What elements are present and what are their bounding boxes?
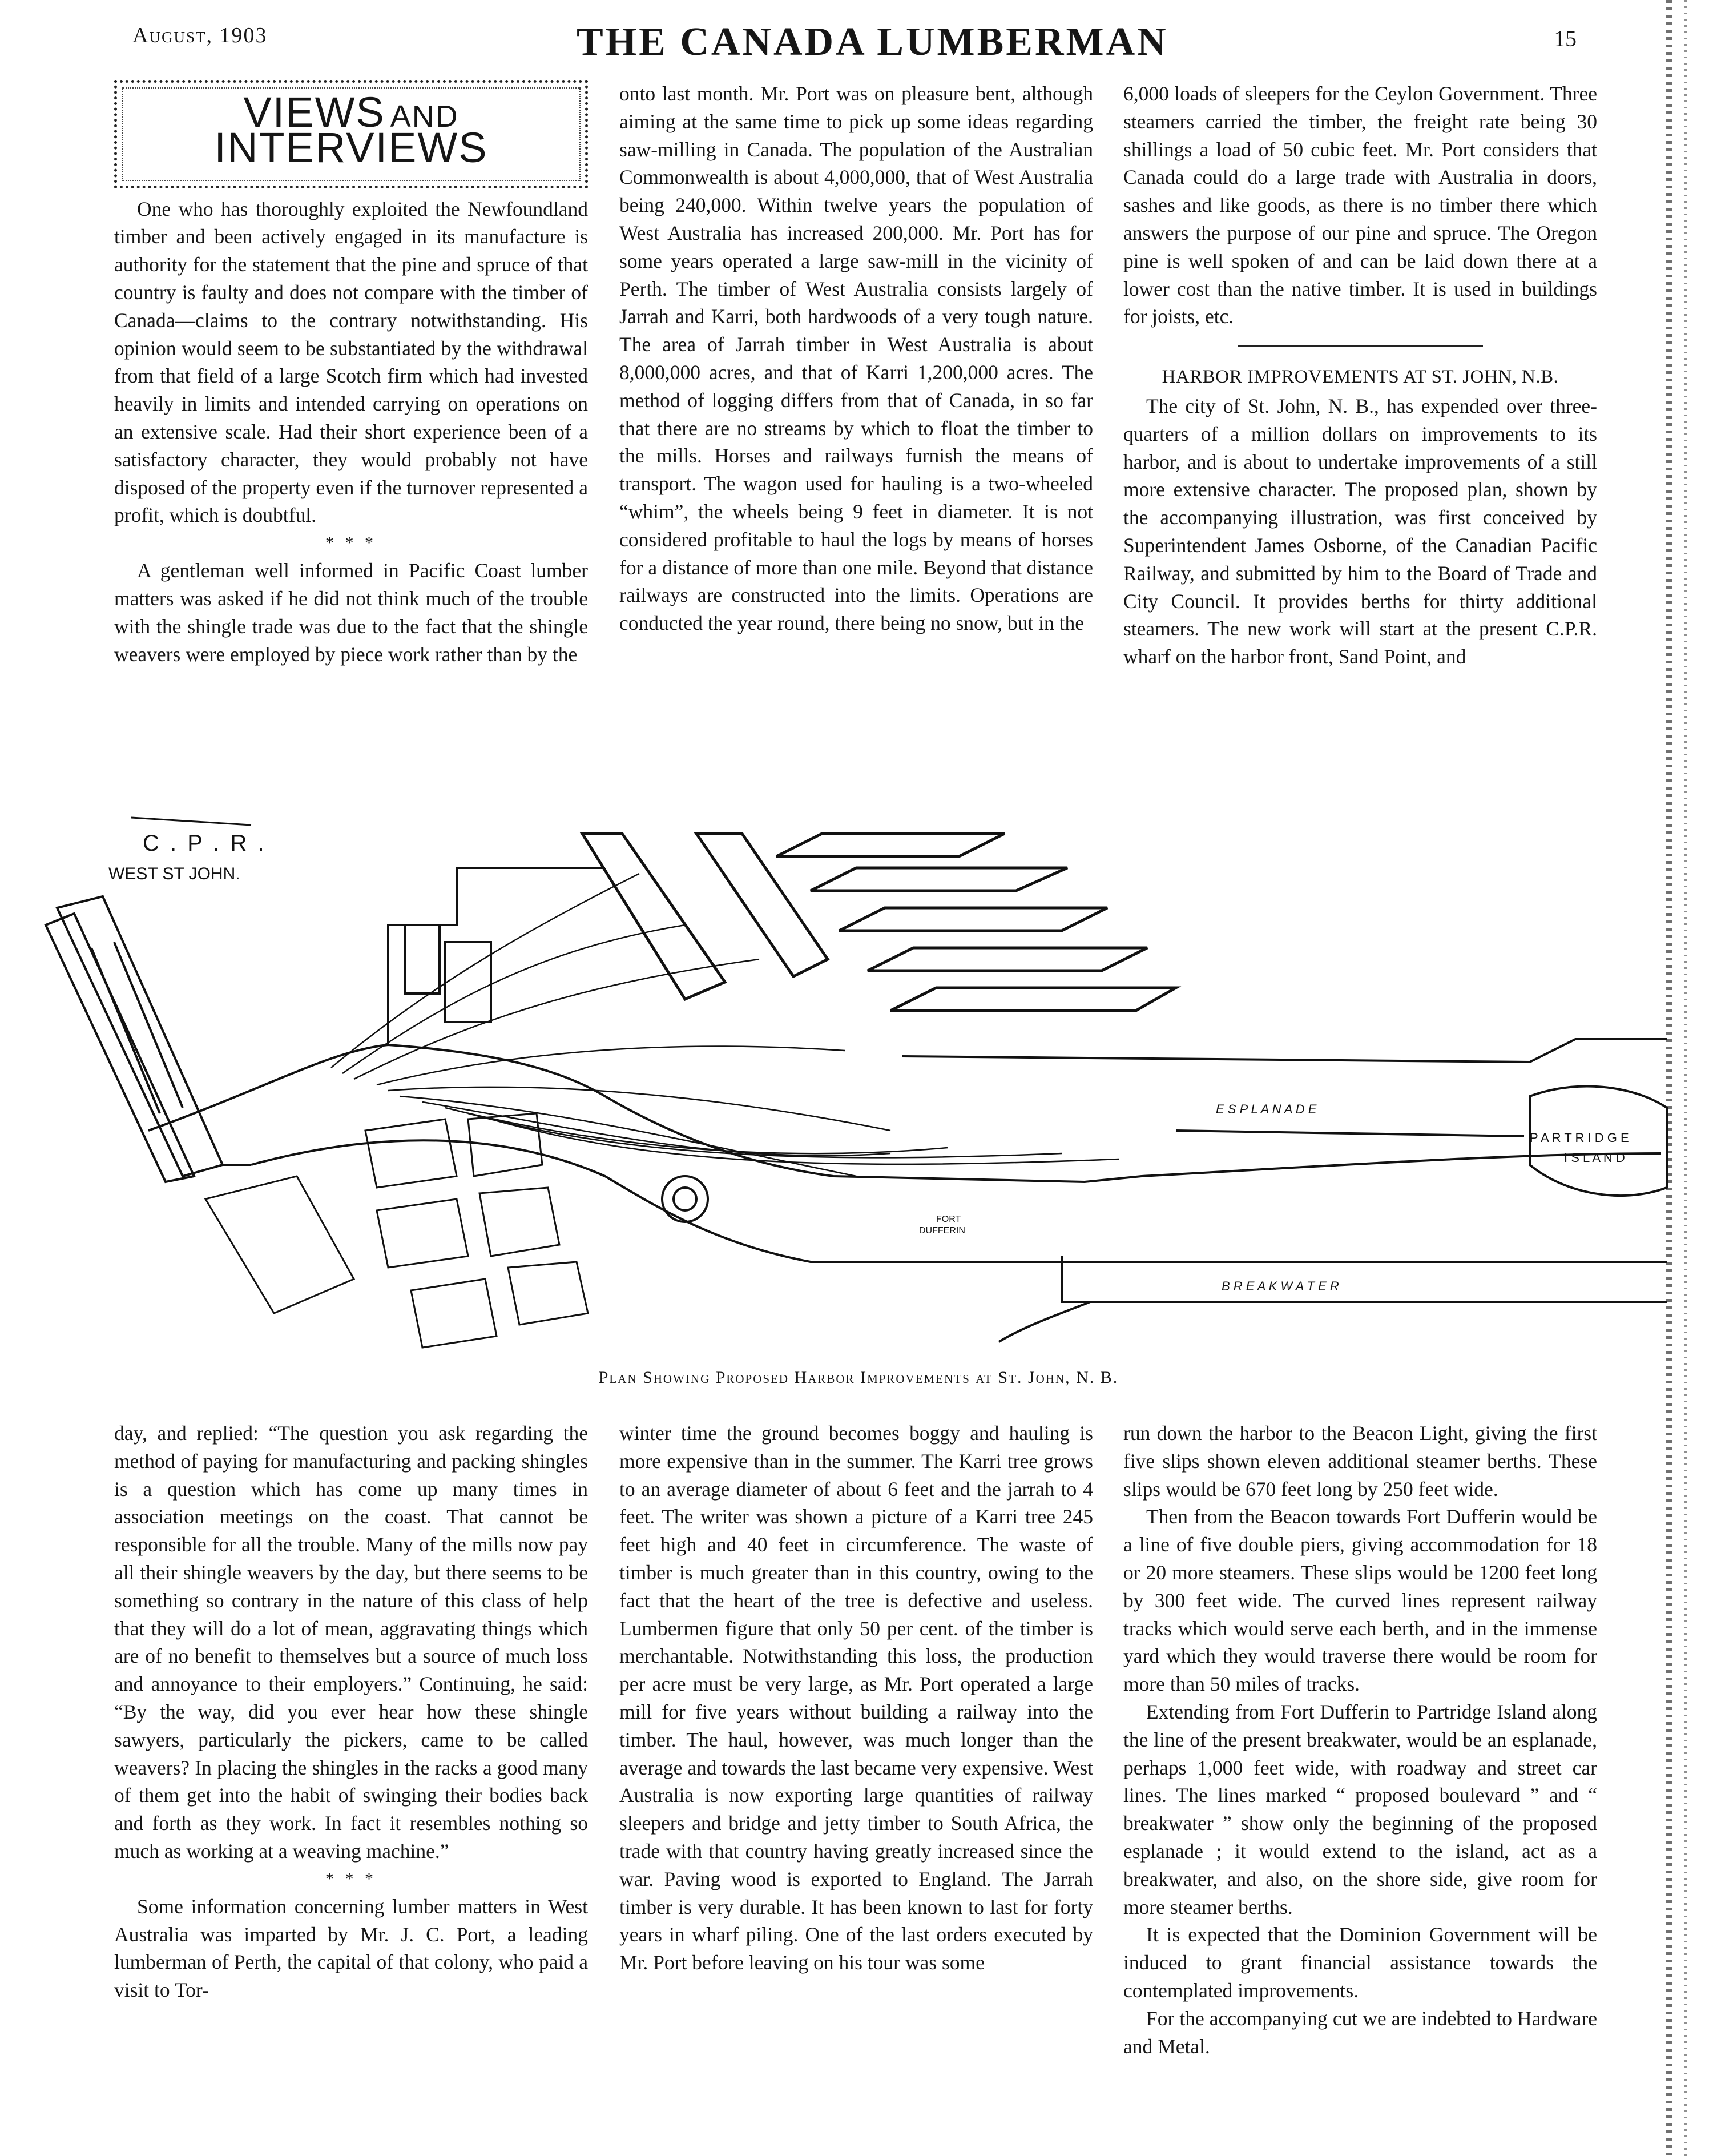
harbor-paragraph-start: The city of St. John, N. B., has expended over three-quarters of a million dollars on improvements to its harbor, and is about to undertake improvements of a still more extensive character. The proposed plan, shown by the accompanying illustration, was first conceived by Superintendent James Osborne, of the Canadian Pacific Railway, and submitted by him to the Board of Trade and City Council. It provides berths for thirty additional steamers. The new work will start at the present C.P.R. wharf on the harbor front, Sand Point, and: [1123, 394, 1597, 669]
column-2-top: [619, 80, 1093, 637]
australia-paragraph-mid: winter time the ground becomes boggy and hauling is more expensive than in the summer. The Karri tree grows to an average diameter of about 6 feet and the jarrah to 4 feet. The writer was shown a picture of a Karri tree 245 feet high and 40 feet in circumference. The waste of timber is much greater than in this country, owing to the fact that the heart of the tree is defective and useless. Lumbermen figure that only 50 per cent. of the timber is merchantable. Notwithstanding this loss, the production per acre must be very large, as Mr. Port operated a large mill for five years without building a railway into the timber. The haul, however, was much longer than the average and towards the last became very expensive. West Australia is now exporting large quantities of railway sleepers and bridge and jetty timber to South Africa, the trade with that country having greatly increased since the war. Paving wood is exported to England. The Jarrah timber is very durable. It has been known to last for forty years in wharf piling. One of the last orders executed by Mr. Port before leaving on his tour was some: [619, 1422, 1093, 1974]
page-number: 15: [1554, 26, 1577, 51]
heading-word-views: VIEWS: [243, 89, 385, 136]
plan-title: C . P . R .: [143, 831, 267, 856]
australia-paragraph-start: Some information concerning lumber matters in West Australia was imparted by Mr. J. C. Port, a leading lumberman of Perth, the capital of that colony, who paid a visit to Tor-: [114, 1894, 588, 2002]
esplanade-label: E S P L A N A D E: [1216, 1102, 1317, 1116]
issue-date: August, 1903: [132, 23, 268, 47]
column-3-top: [1123, 80, 1597, 671]
column-1-top: [114, 80, 588, 668]
section-separator: * * *: [325, 533, 377, 553]
column-2-bottom: [619, 1419, 1093, 1977]
plan-subtitle: WEST ST JOHN.: [108, 864, 240, 883]
section-rule: [1238, 345, 1483, 347]
views-interviews-heading: [114, 80, 588, 188]
heading-word-and: AND: [390, 99, 459, 134]
island-label: I S L A N D: [1564, 1151, 1625, 1165]
dufferin-label: DUFFERIN: [919, 1226, 965, 1236]
fort-label: FORT: [936, 1214, 961, 1224]
harbor-plan-illustration: [34, 811, 1690, 1410]
column-3-bottom: [1123, 1419, 1597, 2060]
harbor-paragraph-esplanade: Extending from Fort Dufferin to Partridge Island along the line of the present breakwater, would be an esplanade, perhaps 1,000 feet wide, with roadway and street car lines. The lines marked “ proposed boulevard ” and “ breakwater ” show only the beginning of the proposed esplanade ; it would extend to the island, act as a breakwater, and also, on the shore side, give room for more steamer berths.: [1123, 1700, 1597, 1918]
heading-word-interviews: INTERVIEWS: [214, 123, 488, 171]
harbor-paragraph-credit: For the accompanying cut we are indebted to Hardware and Metal.: [1123, 2006, 1597, 2058]
shingle-paragraph-start: A gentleman well informed in Pacific Coast lumber matters was asked if he did not think much of the trouble with the shingle trade was due to the fact that the shingle weavers were employed by piece work rather than by the: [114, 559, 588, 666]
section-separator-2: * * *: [325, 1869, 377, 1888]
harbor-article-title: HARBOR IMPROVEMENTS AT ST. JOHN, N.B.: [1162, 367, 1559, 388]
shingle-paragraph-end: day, and replied: “The question you ask regarding the method of paying for manufacturing and packing shingles is a question which has come up many times in association meetings on the coast. That cannot be responsible for all the trouble. Many of the mills now pay all their shingle weavers by the day, but there seems to be something so contrary in the nature of this class of help that they will do a lot of mean, aggravating things which are of no benefit to themselves but a source of much loss and annoyance to their employers.” Continuing, he said: “By the way, did you ever hear how these shingle sawyers, particularly the pickers, came to be called weavers? In placing the shingles in the racks a good many of them get into the habit of swinging their bodies back and forth as they work. In fact it resembles nothing so much as working at a weaving machine.”: [114, 1422, 588, 1863]
publication-title: THE CANADA LUMBERMAN: [577, 20, 1168, 64]
harbor-paragraph-government: It is expected that the Dominion Government will be induced to grant financial assistance towards the contemplated improvements.: [1123, 1923, 1597, 2002]
newfoundland-paragraph: One who has thoroughly exploited the Newfoundland timber and been actively engaged in its manufacture is authority for the statement that the pine and spruce of that country is faulty and does not compare with the timber of Canada—claims to the contrary notwithstanding. His opinion would seem to be substantiated by the withdrawal from that field of a large Scotch firm which had invested heavily in limits and intended carrying on operations on an extensive scale. Had their short experience been of a satisfactory character, they would probably not have disposed of the property even if the turnover represented a profit, which is doubtful.: [114, 197, 588, 527]
plan-caption: Plan Showing Proposed Harbor Improvements at St. John, N. B.: [598, 1368, 1119, 1387]
partridge-label: P A R T R I D G E: [1530, 1131, 1629, 1145]
australia-paragraph-cont: onto last month. Mr. Port was on pleasure bent, although aiming at the same time to pick up some ideas regarding saw-milling in Canada. The population of the Australian Commonwealth is about 4,000,000, that of West Australia being 240,000. Within twelve years the population of West Australia has increased 200,000. Mr. Port has for some years operated a large saw-mill in the vicinity of Perth. The timber of West Australia consists largely of Jarrah and Karri, both hardwoods of a very tough nature. The area of Jarrah timber in West Australia is about 8,000,000 acres, and that of Karri 1,200,000 acres. The method of logging differs from that of Canada, in so far that there are no streams by which to float the timber to the mills. Horses and railways furnish the means of transport. The wagon used for hauling is a two-wheeled “whim”, the wheels being 9 feet in diameter. It is not considered profitable to haul the logs by means of horses for a distance of more than one mile. Beyond that distance railways are constructed into the limits. Operations are conducted the year round, there being no snow, but in the: [619, 82, 1093, 635]
column-1-bottom: [114, 1419, 588, 2004]
harbor-paragraph-end: run down the harbor to the Beacon Light, giving the first five slips shown eleven additional steamer berths. These slips would be 670 feet long by 250 feet wide.: [1123, 1422, 1597, 1501]
harbor-paragraph-piers: Then from the Beacon towards Fort Dufferin would be a line of five double piers, giving accommodation for 18 or 20 more steamers. These slips would be 1200 feet long by 300 feet wide. The curved lines represent railway tracks which would serve each berth, and in the immense yard which they would traverse there would be room for more than 50 miles of tracks.: [1123, 1505, 1597, 1696]
breakwater-label: B R E A K W A T E R: [1222, 1279, 1339, 1293]
australia-paragraph-end: 6,000 loads of sleepers for the Ceylon Government. Three steamers carried the timber, the freight rate being 30 shillings a load of 50 cubic feet. Mr. Port considers that Canada could do a large trade with Australia in doors, sashes and like goods, as there is no timber there which answers the purpose of our pine and spruce. The Oregon pine is well spoken of and can be laid down there at a lower cost than the native timber. It is used in buildings for joists, etc.: [1123, 82, 1597, 328]
